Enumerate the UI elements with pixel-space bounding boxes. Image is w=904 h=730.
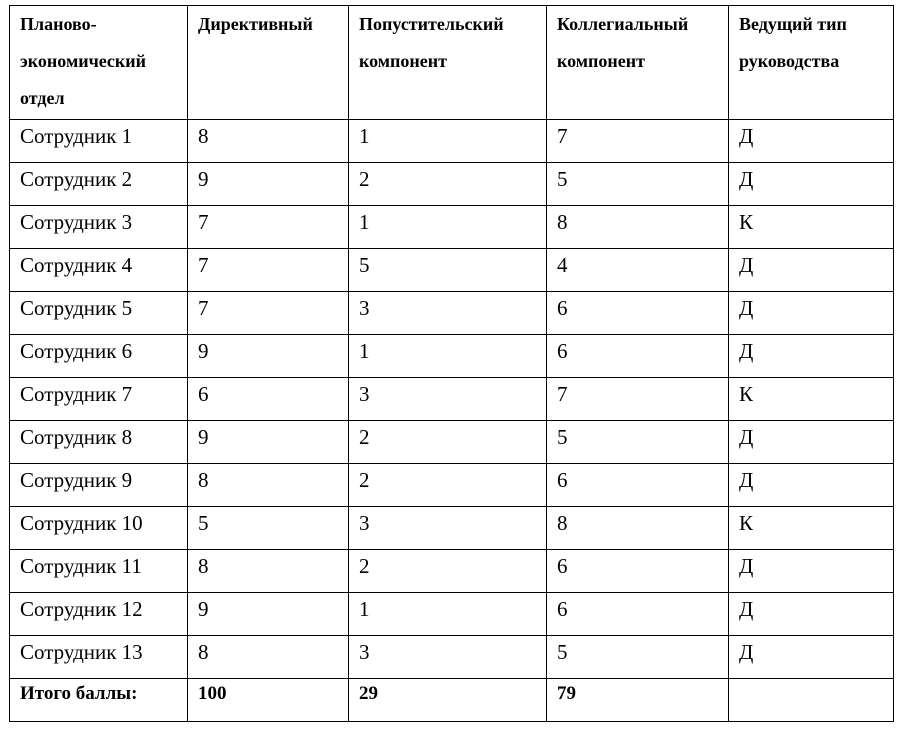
cell-directive: 7 (188, 249, 349, 292)
header-cell-collegial: Коллегиальный компонент (547, 6, 729, 120)
header-cell-directive: Директивный (188, 6, 349, 120)
cell-collegial: 8 (547, 507, 729, 550)
cell-employee: Сотрудник 2 (10, 163, 188, 206)
table-row (10, 550, 894, 593)
cell-collegial: 8 (547, 206, 729, 249)
table-row (10, 421, 894, 464)
cell-leading-type: Д (729, 421, 894, 464)
leadership-style-table (9, 5, 894, 722)
cell-leading-type: Д (729, 292, 894, 335)
total-cell-collegial: 79 (547, 679, 729, 722)
cell-directive: 9 (188, 163, 349, 206)
total-cell-directive: 100 (188, 679, 349, 722)
total-row (10, 679, 894, 722)
table-row (10, 249, 894, 292)
cell-permissive: 3 (349, 292, 547, 335)
cell-collegial: 6 (547, 593, 729, 636)
cell-permissive: 3 (349, 507, 547, 550)
cell-directive: 7 (188, 292, 349, 335)
cell-leading-type: Д (729, 550, 894, 593)
cell-directive: 5 (188, 507, 349, 550)
cell-permissive: 3 (349, 636, 547, 679)
cell-employee: Сотрудник 5 (10, 292, 188, 335)
table-row (10, 378, 894, 421)
cell-collegial: 5 (547, 163, 729, 206)
cell-directive: 8 (188, 550, 349, 593)
header-cell-department: Планово-экономический отдел (10, 6, 188, 120)
cell-collegial: 5 (547, 421, 729, 464)
cell-leading-type: Д (729, 120, 894, 163)
cell-directive: 9 (188, 335, 349, 378)
cell-leading-type: Д (729, 163, 894, 206)
cell-leading-type: Д (729, 249, 894, 292)
cell-employee: Сотрудник 3 (10, 206, 188, 249)
cell-leading-type: К (729, 507, 894, 550)
cell-collegial: 6 (547, 292, 729, 335)
cell-collegial: 6 (547, 550, 729, 593)
cell-directive: 8 (188, 636, 349, 679)
cell-permissive: 1 (349, 206, 547, 249)
header-cell-permissive: Попустительский компонент (349, 6, 547, 120)
cell-directive: 6 (188, 378, 349, 421)
table-row (10, 507, 894, 550)
cell-employee: Сотрудник 12 (10, 593, 188, 636)
cell-collegial: 6 (547, 464, 729, 507)
table-row (10, 636, 894, 679)
cell-employee: Сотрудник 8 (10, 421, 188, 464)
cell-collegial: 4 (547, 249, 729, 292)
cell-employee: Сотрудник 1 (10, 120, 188, 163)
header-row (10, 6, 894, 120)
cell-collegial: 7 (547, 120, 729, 163)
header-cell-leading-type: Ведущий тип руководства (729, 6, 894, 120)
table-row (10, 335, 894, 378)
cell-directive: 9 (188, 593, 349, 636)
table-row (10, 593, 894, 636)
cell-employee: Сотрудник 9 (10, 464, 188, 507)
cell-directive: 8 (188, 464, 349, 507)
cell-permissive: 2 (349, 464, 547, 507)
cell-employee: Сотрудник 6 (10, 335, 188, 378)
cell-leading-type: Д (729, 464, 894, 507)
cell-collegial: 6 (547, 335, 729, 378)
table-body (10, 120, 894, 722)
cell-permissive: 1 (349, 593, 547, 636)
cell-employee: Сотрудник 10 (10, 507, 188, 550)
table-row (10, 120, 894, 163)
cell-permissive: 1 (349, 120, 547, 163)
cell-leading-type: Д (729, 335, 894, 378)
cell-employee: Сотрудник 11 (10, 550, 188, 593)
cell-directive: 9 (188, 421, 349, 464)
total-cell-permissive: 29 (349, 679, 547, 722)
table-row (10, 464, 894, 507)
cell-leading-type: Д (729, 636, 894, 679)
cell-leading-type: К (729, 206, 894, 249)
cell-permissive: 2 (349, 163, 547, 206)
cell-directive: 7 (188, 206, 349, 249)
cell-permissive: 2 (349, 550, 547, 593)
cell-collegial: 7 (547, 378, 729, 421)
cell-employee: Сотрудник 7 (10, 378, 188, 421)
total-cell-leading-type (729, 679, 894, 722)
table-row (10, 206, 894, 249)
total-cell-employee: Итого баллы: (10, 679, 188, 722)
cell-leading-type: К (729, 378, 894, 421)
cell-employee: Сотрудник 13 (10, 636, 188, 679)
table-row (10, 163, 894, 206)
cell-permissive: 3 (349, 378, 547, 421)
cell-leading-type: Д (729, 593, 894, 636)
cell-permissive: 1 (349, 335, 547, 378)
cell-permissive: 2 (349, 421, 547, 464)
cell-employee: Сотрудник 4 (10, 249, 188, 292)
cell-collegial: 5 (547, 636, 729, 679)
cell-permissive: 5 (349, 249, 547, 292)
table-row (10, 292, 894, 335)
cell-directive: 8 (188, 120, 349, 163)
